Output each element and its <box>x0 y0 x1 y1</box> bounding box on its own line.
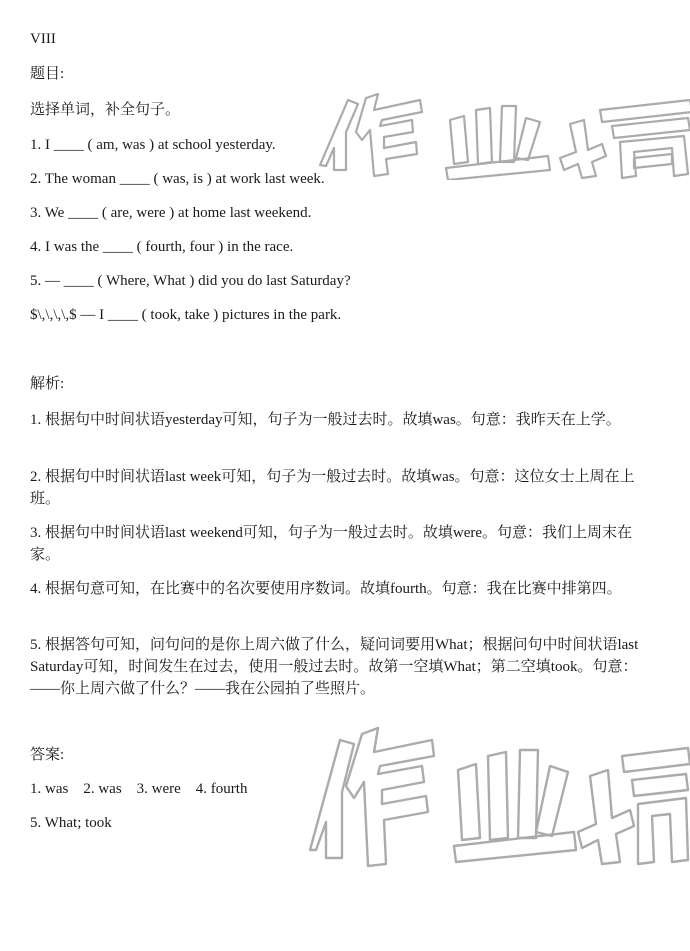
analysis-item: 4. 根据句意可知，在比赛中的名次要使用序数词。故填fourth。句意：我在比赛中排第四。 <box>30 581 622 597</box>
analysis-item: 2. 根据句中时间状语last week可知，句子为一般过去时。故填was。句意：这位女士上周在上班。 <box>30 469 635 507</box>
answer-heading: 答案: <box>30 747 65 763</box>
answers-line: 1. was 2. was 3. were 4. fourth <box>30 781 248 797</box>
analysis-item: 3. 根据句中时间状语last weekend可知，句子为一般过去时。故填were。句意：我们上周末在家。 <box>30 525 633 563</box>
watermark-logo-bottom <box>290 700 690 870</box>
analysis-item: 1. 根据句中时间状语yesterday可知，句子为一般过去时。故填was。句意：我昨天在上学。 <box>30 412 621 428</box>
analysis-item: 5. 根据答句可知，问句问的是你上周六做了什么，疑问词要用What；根据问句中时间状语last Saturday可知，时间发生在过去，使用一般过去时。故第一空填What；第二空填took。句意：——你上周六做了什么？——我在公园拍了些照片。 <box>30 637 639 697</box>
question-item: 1. I ____ ( am, was ) at school yesterday. <box>30 137 276 153</box>
analysis-heading: 解析: <box>30 376 65 392</box>
question-item: 5. — ____ ( Where, What ) did you do last Saturday? <box>30 273 351 289</box>
watermark-logo-top <box>300 70 690 180</box>
question-item: 2. The woman ____ ( was, is ) at work last week. <box>30 171 325 187</box>
answers-line: 5. What; took <box>30 815 112 831</box>
instruction-text: 选择单词，补全句子。 <box>30 102 181 118</box>
question-item: 4. I was the ____ ( fourth, four ) in the race. <box>30 239 294 255</box>
question-heading: 题目: <box>30 66 65 82</box>
question-item: 3. We ____ ( are, were ) at home last weekend. <box>30 205 312 221</box>
question-item: $\,\,\,\,$ — I ____ ( took, take ) pictures in the park. <box>30 307 342 323</box>
section-label: VIII <box>30 31 56 47</box>
